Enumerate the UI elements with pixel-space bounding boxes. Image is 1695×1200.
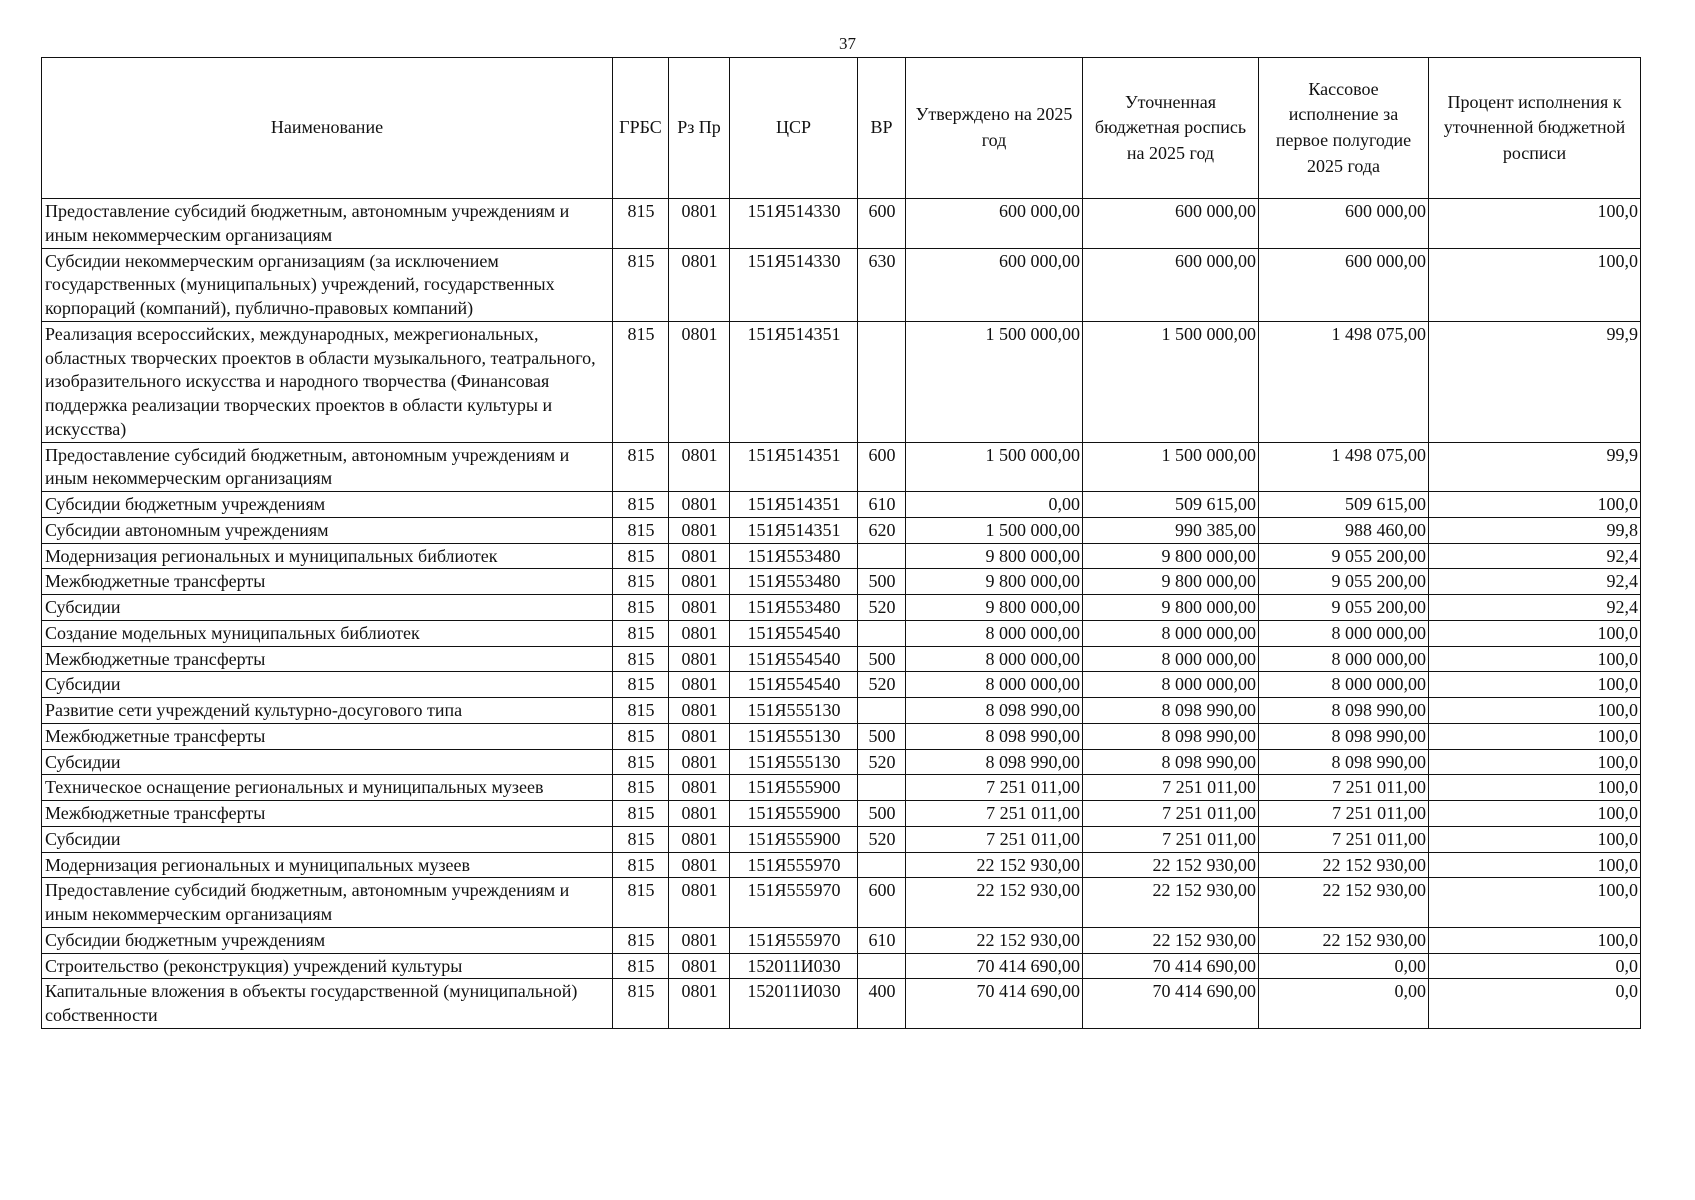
cell-approved: 22 152 930,00 [906,852,1083,878]
cell-cash: 7 251 011,00 [1259,801,1429,827]
cell-name: Строительство (реконструкция) учреждений культуры [42,953,613,979]
cell-percent: 99,9 [1429,442,1641,492]
cell-percent: 0,0 [1429,953,1641,979]
table-row [42,646,1641,672]
cell-percent: 100,0 [1429,878,1641,928]
cell-cash: 600 000,00 [1259,248,1429,321]
cell-vr: 600 [858,442,906,492]
cell-vr [858,543,906,569]
cell-grbs: 815 [613,826,669,852]
cell-grbs: 815 [613,878,669,928]
cell-percent: 100,0 [1429,492,1641,518]
cell-csr: 151Я553480 [730,569,858,595]
cell-csr: 151Я514330 [730,199,858,249]
cell-vr: 500 [858,801,906,827]
cell-cash: 22 152 930,00 [1259,878,1429,928]
cell-csr: 151Я514351 [730,442,858,492]
cell-refined: 22 152 930,00 [1083,852,1259,878]
table-row [42,723,1641,749]
cell-rzpr: 0801 [669,569,730,595]
cell-rzpr: 0801 [669,492,730,518]
cell-name: Субсидии [42,672,613,698]
cell-percent: 100,0 [1429,698,1641,724]
table-row [42,517,1641,543]
cell-rzpr: 0801 [669,442,730,492]
cell-percent: 100,0 [1429,620,1641,646]
cell-percent: 100,0 [1429,801,1641,827]
cell-vr [858,620,906,646]
cell-cash: 600 000,00 [1259,199,1429,249]
cell-cash: 509 615,00 [1259,492,1429,518]
table-body [42,199,1641,1029]
cell-refined: 8 000 000,00 [1083,672,1259,698]
cell-approved: 9 800 000,00 [906,595,1083,621]
cell-vr: 520 [858,595,906,621]
cell-rzpr: 0801 [669,723,730,749]
cell-refined: 8 000 000,00 [1083,620,1259,646]
cell-cash: 0,00 [1259,953,1429,979]
cell-grbs: 815 [613,199,669,249]
table-row [42,927,1641,953]
cell-approved: 8 000 000,00 [906,620,1083,646]
cell-cash: 7 251 011,00 [1259,775,1429,801]
cell-name: Межбюджетные трансферты [42,723,613,749]
cell-rzpr: 0801 [669,595,730,621]
cell-rzpr: 0801 [669,953,730,979]
cell-percent: 92,4 [1429,543,1641,569]
cell-name: Предоставление субсидий бюджетным, автономным учреждениям и иным некоммерческим организациям [42,199,613,249]
cell-percent: 100,0 [1429,723,1641,749]
cell-cash: 8 098 990,00 [1259,698,1429,724]
cell-cash: 9 055 200,00 [1259,569,1429,595]
header-rzpr: Рз Пр [669,58,730,199]
cell-name: Субсидии бюджетным учреждениям [42,492,613,518]
cell-grbs: 815 [613,321,669,442]
cell-refined: 22 152 930,00 [1083,927,1259,953]
cell-rzpr: 0801 [669,749,730,775]
cell-csr: 151Я555130 [730,723,858,749]
cell-csr: 151Я555130 [730,698,858,724]
cell-percent: 100,0 [1429,852,1641,878]
cell-grbs: 815 [613,852,669,878]
cell-name: Создание модельных муниципальных библиотек [42,620,613,646]
cell-refined: 9 800 000,00 [1083,569,1259,595]
cell-vr: 400 [858,979,906,1029]
cell-csr: 151Я555130 [730,749,858,775]
cell-name: Межбюджетные трансферты [42,646,613,672]
cell-grbs: 815 [613,543,669,569]
cell-percent: 99,9 [1429,321,1641,442]
cell-grbs: 815 [613,749,669,775]
cell-percent: 100,0 [1429,199,1641,249]
cell-name: Предоставление субсидий бюджетным, автономным учреждениям и иным некоммерческим организациям [42,442,613,492]
cell-percent: 100,0 [1429,672,1641,698]
cell-refined: 600 000,00 [1083,248,1259,321]
cell-approved: 0,00 [906,492,1083,518]
cell-percent: 100,0 [1429,826,1641,852]
cell-percent: 92,4 [1429,569,1641,595]
cell-name: Капитальные вложения в объекты государственной (муниципальной) собственности [42,979,613,1029]
cell-approved: 600 000,00 [906,248,1083,321]
cell-csr: 151Я555970 [730,852,858,878]
cell-vr [858,852,906,878]
cell-grbs: 815 [613,698,669,724]
cell-vr: 520 [858,672,906,698]
cell-refined: 1 500 000,00 [1083,321,1259,442]
cell-vr: 630 [858,248,906,321]
cell-grbs: 815 [613,620,669,646]
header-percent: Процент исполнения к уточненной бюджетной росписи [1429,58,1641,199]
cell-csr: 151Я555900 [730,826,858,852]
cell-vr: 600 [858,878,906,928]
cell-grbs: 815 [613,595,669,621]
cell-cash: 22 152 930,00 [1259,927,1429,953]
budget-table [41,57,1641,1029]
cell-refined: 990 385,00 [1083,517,1259,543]
cell-rzpr: 0801 [669,979,730,1029]
cell-refined: 8 098 990,00 [1083,723,1259,749]
cell-vr [858,698,906,724]
cell-grbs: 815 [613,672,669,698]
cell-vr [858,775,906,801]
cell-grbs: 815 [613,492,669,518]
table-row [42,979,1641,1029]
cell-rzpr: 0801 [669,698,730,724]
table-row [42,569,1641,595]
cell-rzpr: 0801 [669,517,730,543]
cell-csr: 151Я555970 [730,878,858,928]
cell-approved: 7 251 011,00 [906,801,1083,827]
cell-csr: 151Я514351 [730,492,858,518]
cell-csr: 152011И030 [730,953,858,979]
cell-grbs: 815 [613,646,669,672]
table-row [42,953,1641,979]
cell-cash: 8 000 000,00 [1259,672,1429,698]
table-row [42,620,1641,646]
cell-rzpr: 0801 [669,878,730,928]
cell-approved: 9 800 000,00 [906,569,1083,595]
cell-refined: 1 500 000,00 [1083,442,1259,492]
cell-csr: 151Я514351 [730,517,858,543]
cell-refined: 9 800 000,00 [1083,595,1259,621]
cell-cash: 1 498 075,00 [1259,442,1429,492]
cell-name: Субсидии [42,826,613,852]
table-row [42,749,1641,775]
cell-cash: 22 152 930,00 [1259,852,1429,878]
cell-name: Субсидии автономным учреждениям [42,517,613,543]
cell-refined: 70 414 690,00 [1083,979,1259,1029]
cell-name: Межбюджетные трансферты [42,569,613,595]
cell-cash: 7 251 011,00 [1259,826,1429,852]
cell-approved: 22 152 930,00 [906,878,1083,928]
table-row [42,442,1641,492]
cell-grbs: 815 [613,775,669,801]
cell-name: Модернизация региональных и муниципальных библиотек [42,543,613,569]
cell-rzpr: 0801 [669,543,730,569]
cell-percent: 100,0 [1429,775,1641,801]
cell-name: Субсидии [42,595,613,621]
cell-percent: 100,0 [1429,248,1641,321]
cell-rzpr: 0801 [669,826,730,852]
cell-vr [858,321,906,442]
table-row [42,248,1641,321]
cell-rzpr: 0801 [669,672,730,698]
cell-approved: 1 500 000,00 [906,442,1083,492]
cell-rzpr: 0801 [669,852,730,878]
table-row [42,321,1641,442]
cell-vr: 520 [858,826,906,852]
cell-name: Субсидии [42,749,613,775]
cell-refined: 70 414 690,00 [1083,953,1259,979]
cell-cash: 988 460,00 [1259,517,1429,543]
cell-vr: 610 [858,492,906,518]
header-csr: ЦСР [730,58,858,199]
cell-grbs: 815 [613,979,669,1029]
cell-grbs: 815 [613,927,669,953]
cell-grbs: 815 [613,442,669,492]
cell-csr: 151Я555900 [730,801,858,827]
cell-cash: 9 055 200,00 [1259,595,1429,621]
page-number: 37 [839,34,856,53]
cell-refined: 7 251 011,00 [1083,801,1259,827]
cell-name: Техническое оснащение региональных и муниципальных музеев [42,775,613,801]
cell-refined: 509 615,00 [1083,492,1259,518]
cell-approved: 600 000,00 [906,199,1083,249]
cell-approved: 8 098 990,00 [906,749,1083,775]
cell-rzpr: 0801 [669,620,730,646]
cell-rzpr: 0801 [669,199,730,249]
cell-cash: 1 498 075,00 [1259,321,1429,442]
table-row [42,672,1641,698]
cell-approved: 8 098 990,00 [906,723,1083,749]
cell-percent: 99,8 [1429,517,1641,543]
cell-csr: 151Я554540 [730,646,858,672]
cell-approved: 22 152 930,00 [906,927,1083,953]
cell-refined: 7 251 011,00 [1083,826,1259,852]
header-refined: Уточненная бюджетная роспись на 2025 год [1083,58,1259,199]
cell-csr: 152011И030 [730,979,858,1029]
cell-csr: 151Я553480 [730,595,858,621]
cell-cash: 9 055 200,00 [1259,543,1429,569]
cell-name: Развитие сети учреждений культурно-досугового типа [42,698,613,724]
cell-grbs: 815 [613,801,669,827]
cell-csr: 151Я514330 [730,248,858,321]
cell-grbs: 815 [613,953,669,979]
cell-approved: 1 500 000,00 [906,517,1083,543]
header-approved: Утверждено на 2025 год [906,58,1083,199]
table-row [42,698,1641,724]
cell-grbs: 815 [613,248,669,321]
cell-grbs: 815 [613,723,669,749]
cell-vr: 500 [858,569,906,595]
cell-approved: 1 500 000,00 [906,321,1083,442]
cell-vr: 620 [858,517,906,543]
cell-percent: 0,0 [1429,979,1641,1029]
cell-approved: 8 000 000,00 [906,646,1083,672]
cell-grbs: 815 [613,517,669,543]
table-row [42,852,1641,878]
table-row [42,801,1641,827]
cell-refined: 8 000 000,00 [1083,646,1259,672]
cell-rzpr: 0801 [669,801,730,827]
cell-csr: 151Я554540 [730,620,858,646]
cell-rzpr: 0801 [669,646,730,672]
cell-name: Межбюджетные трансферты [42,801,613,827]
table-row [42,826,1641,852]
cell-csr: 151Я554540 [730,672,858,698]
cell-vr: 500 [858,723,906,749]
table-row [42,543,1641,569]
cell-vr: 600 [858,199,906,249]
cell-approved: 8 098 990,00 [906,698,1083,724]
cell-refined: 8 098 990,00 [1083,749,1259,775]
cell-cash: 0,00 [1259,979,1429,1029]
cell-rzpr: 0801 [669,927,730,953]
table-row [42,595,1641,621]
cell-csr: 151Я555970 [730,927,858,953]
cell-approved: 70 414 690,00 [906,979,1083,1029]
cell-approved: 70 414 690,00 [906,953,1083,979]
cell-name: Реализация всероссийских, международных, межрегиональных, областных творческих проектов в области музыкального, театрального, изобразительного искусства и народного творчества (Финансовая поддержка реализации творческих проектов в области культуры и искусства) [42,321,613,442]
cell-rzpr: 0801 [669,775,730,801]
cell-grbs: 815 [613,569,669,595]
cell-refined: 7 251 011,00 [1083,775,1259,801]
cell-cash: 8 000 000,00 [1259,646,1429,672]
cell-name: Модернизация региональных и муниципальных музеев [42,852,613,878]
cell-vr [858,953,906,979]
cell-vr: 500 [858,646,906,672]
table-row [42,492,1641,518]
table-row [42,878,1641,928]
cell-approved: 7 251 011,00 [906,775,1083,801]
cell-refined: 9 800 000,00 [1083,543,1259,569]
cell-rzpr: 0801 [669,248,730,321]
cell-csr: 151Я553480 [730,543,858,569]
cell-approved: 7 251 011,00 [906,826,1083,852]
cell-name: Предоставление субсидий бюджетным, автономным учреждениям и иным некоммерческим организациям [42,878,613,928]
cell-name: Субсидии бюджетным учреждениям [42,927,613,953]
header-grbs: ГРБС [613,58,669,199]
header-name: Наименование [42,58,613,199]
header-row [42,58,1641,199]
cell-approved: 8 000 000,00 [906,672,1083,698]
cell-vr: 610 [858,927,906,953]
cell-cash: 8 000 000,00 [1259,620,1429,646]
table-row [42,199,1641,249]
cell-percent: 100,0 [1429,927,1641,953]
cell-refined: 22 152 930,00 [1083,878,1259,928]
cell-percent: 92,4 [1429,595,1641,621]
table-row [42,775,1641,801]
cell-percent: 100,0 [1429,646,1641,672]
cell-name: Субсидии некоммерческим организациям (за исключением государственных (муниципальных) учреждений, государственных корпораций (компаний), публично-правовых компаний) [42,248,613,321]
header-vr: ВР [858,58,906,199]
cell-vr: 520 [858,749,906,775]
cell-csr: 151Я555900 [730,775,858,801]
cell-csr: 151Я514351 [730,321,858,442]
cell-cash: 8 098 990,00 [1259,749,1429,775]
cell-approved: 9 800 000,00 [906,543,1083,569]
header-cash: Кассовое исполнение за первое полугодие 2025 года [1259,58,1429,199]
cell-cash: 8 098 990,00 [1259,723,1429,749]
cell-refined: 8 098 990,00 [1083,698,1259,724]
cell-percent: 100,0 [1429,749,1641,775]
cell-rzpr: 0801 [669,321,730,442]
cell-refined: 600 000,00 [1083,199,1259,249]
